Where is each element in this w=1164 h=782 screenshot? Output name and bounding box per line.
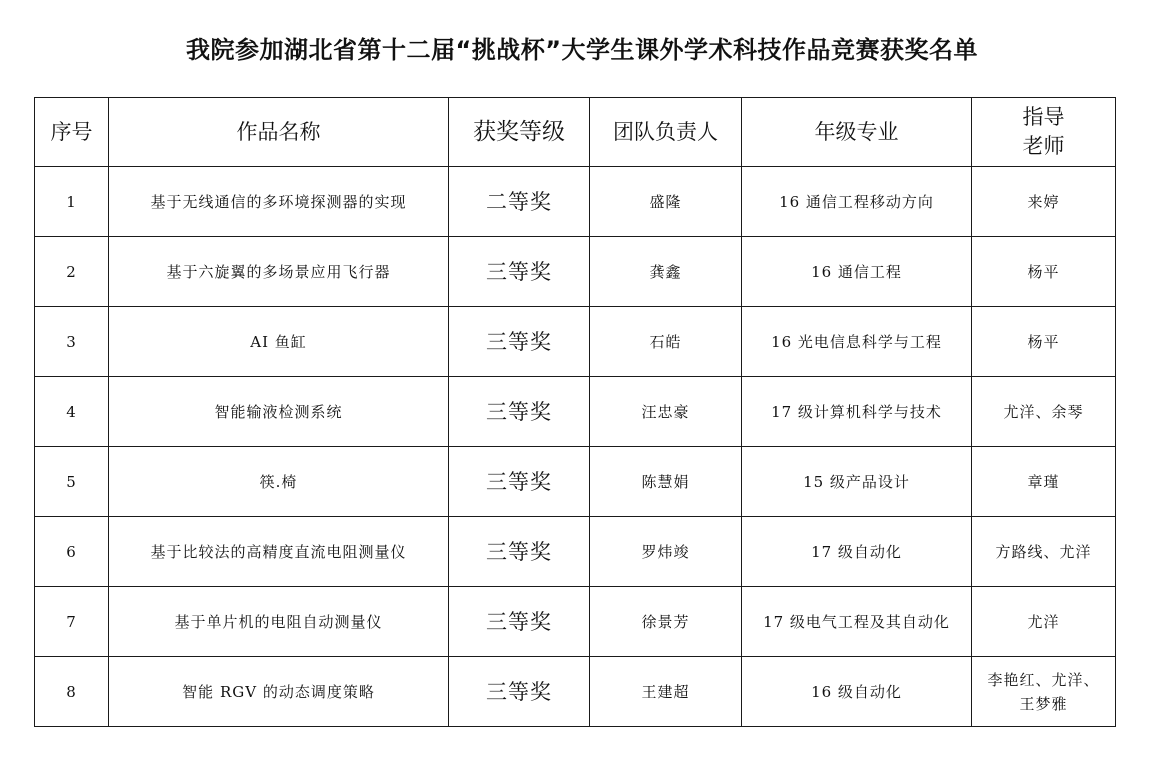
cell-work-name: 基于单片机的电阻自动测量仪 [109,587,449,657]
cell-team-leader: 徐景芳 [590,587,742,657]
table-row [35,237,1116,307]
header-advisor-line1: 指导 [1022,105,1065,129]
table-row [35,657,1116,727]
cell-grade-major: 17 级电气工程及其自动化 [742,587,972,657]
cell-index: 2 [35,237,109,307]
table-row [35,167,1116,237]
table-header-row [35,98,1116,167]
cell-advisor: 尤洋、余琴 [972,377,1116,447]
cell-advisor-line2: 王梦雅 [1019,694,1068,713]
cell-work-name: 基于六旋翼的多场景应用飞行器 [109,237,449,307]
cell-grade-major: 16 级自动化 [742,657,972,727]
header-advisor-line2: 老师 [1022,134,1065,158]
cell-advisor: 杨平 [972,237,1116,307]
cell-grade-major: 16 光电信息科学与工程 [742,307,972,377]
cell-work-name: 基于比较法的高精度直流电阻测量仪 [109,517,449,587]
cell-index: 7 [35,587,109,657]
cell-advisor-line1: 李艳红、尤洋、 [987,670,1100,689]
cell-advisor: 尤洋 [972,587,1116,657]
cell-grade-major: 17 级自动化 [742,517,972,587]
cell-work-name: AI 鱼缸 [109,307,449,377]
cell-index: 6 [35,517,109,587]
table-row [35,447,1116,517]
cell-grade-major: 15 级产品设计 [742,447,972,517]
cell-work-name: 筷.椅 [109,447,449,517]
cell-team-leader: 罗炜竣 [590,517,742,587]
cell-team-leader: 盛隆 [590,167,742,237]
cell-advisor: 章瑾 [972,447,1116,517]
cell-index: 3 [35,307,109,377]
cell-team-leader: 陈慧娟 [590,447,742,517]
cell-award-level: 三等奖 [449,517,590,587]
cell-grade-major: 16 通信工程移动方向 [742,167,972,237]
header-work-name: 作品名称 [109,98,449,167]
cell-award-level: 三等奖 [449,307,590,377]
cell-index: 1 [35,167,109,237]
cell-work-name: 基于无线通信的多环境探测器的实现 [109,167,449,237]
header-advisor [972,98,1116,167]
cell-work-name: 智能输液检测系统 [109,377,449,447]
cell-advisor: 杨平 [972,307,1116,377]
header-index: 序号 [35,98,109,167]
cell-index: 8 [35,657,109,727]
cell-grade-major: 17 级计算机科学与技术 [742,377,972,447]
awards-table [34,97,1116,727]
header-team-leader: 团队负责人 [590,98,742,167]
cell-award-level: 三等奖 [449,237,590,307]
header-award-level: 获奖等级 [449,98,590,167]
table-row [35,517,1116,587]
cell-team-leader: 石皓 [590,307,742,377]
cell-grade-major: 16 通信工程 [742,237,972,307]
cell-award-level: 三等奖 [449,657,590,727]
table-row [35,377,1116,447]
cell-award-level: 三等奖 [449,587,590,657]
cell-advisor [972,657,1116,727]
cell-work-name: 智能 RGV 的动态调度策略 [109,657,449,727]
cell-team-leader: 汪忠豪 [590,377,742,447]
cell-index: 4 [35,377,109,447]
page-title: 我院参加湖北省第十二届“挑战杯”大学生课外学术科技作品竞赛获奖名单 [185,36,979,64]
cell-award-level: 三等奖 [449,447,590,517]
cell-team-leader: 王建超 [590,657,742,727]
cell-advisor: 方路线、尤洋 [972,517,1116,587]
cell-award-level: 二等奖 [449,167,590,237]
header-grade-major: 年级专业 [742,98,972,167]
cell-index: 5 [35,447,109,517]
table-row [35,307,1116,377]
cell-team-leader: 龚鑫 [590,237,742,307]
cell-award-level: 三等奖 [449,377,590,447]
cell-advisor: 来婷 [972,167,1116,237]
table-row [35,587,1116,657]
